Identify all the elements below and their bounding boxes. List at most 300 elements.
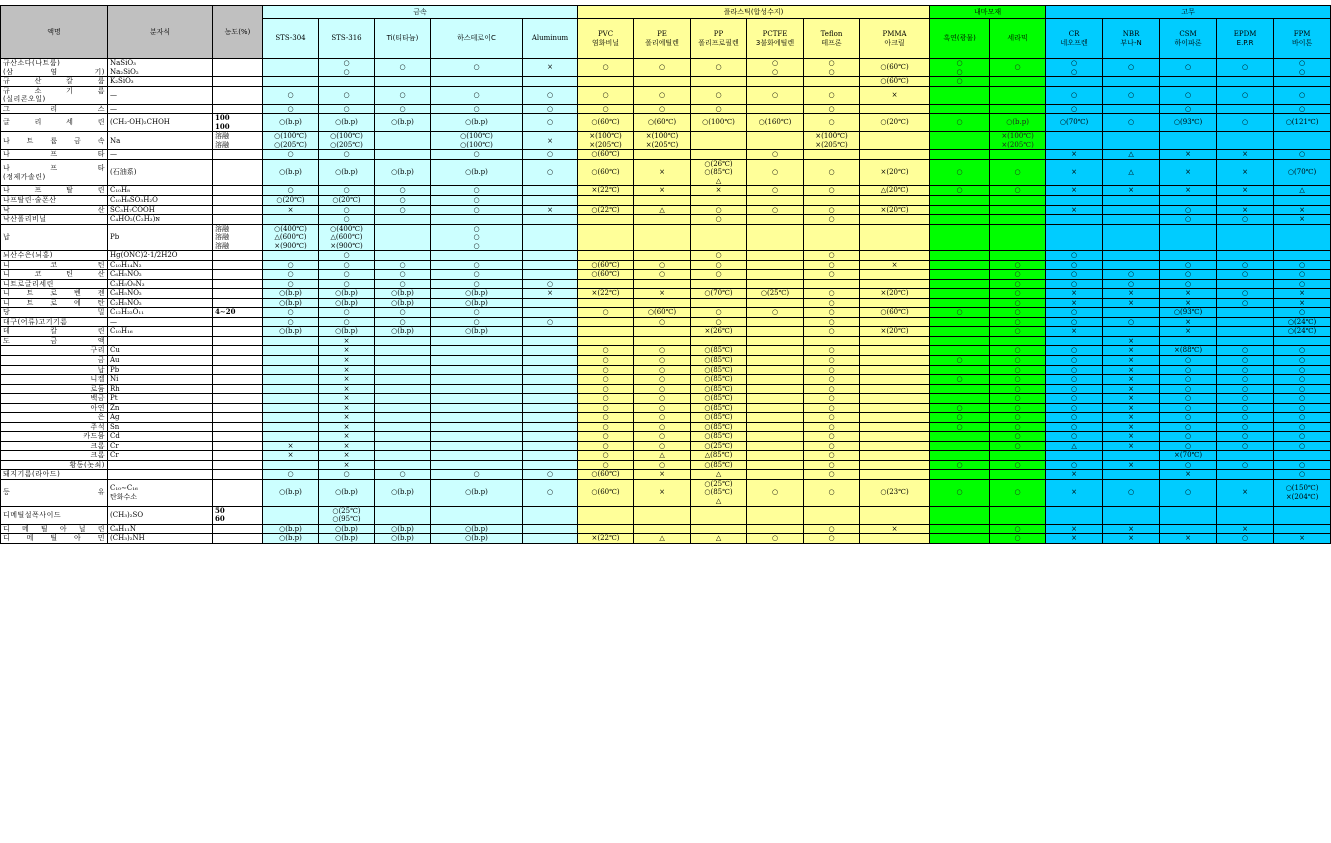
cell-line: × (1185, 327, 1192, 336)
resistance-cell (634, 524, 691, 534)
resistance-cell (860, 534, 930, 544)
resistance-cell (523, 289, 578, 299)
cell-line: ○(150℃) (1285, 484, 1319, 493)
cell-line: 도 금 액 (3, 336, 105, 345)
resistance-cell (1103, 365, 1160, 375)
cell-line: △ (1299, 186, 1305, 195)
cell-line: ○ (1014, 186, 1021, 195)
cell-line: ○ (828, 104, 835, 113)
resistance-cell (804, 422, 860, 432)
cell-line: ○ (1185, 205, 1192, 214)
liquid-name (1, 59, 108, 77)
table-row (1, 336, 1331, 346)
resistance-cell (634, 460, 691, 470)
cell-line: 溶融 (215, 241, 229, 250)
resistance-cell (1046, 394, 1103, 404)
resistance-cell (1274, 317, 1331, 327)
cell-line: ○ (602, 441, 609, 450)
resistance-cell (747, 384, 804, 394)
cell-line: △ (1071, 441, 1077, 450)
cell-line: ○ (1014, 460, 1021, 469)
liquid-name (1, 336, 108, 346)
resistance-cell (523, 308, 578, 318)
cell-line: ○(b.p) (279, 488, 302, 497)
cell-line: × (343, 403, 350, 412)
resistance-cell (1217, 384, 1274, 394)
cell-line: ×(26℃) (704, 327, 733, 336)
resistance-cell (319, 317, 375, 327)
resistance-cell (747, 205, 804, 215)
cell-line: SC₃H₇COOH (110, 205, 155, 214)
resistance-cell (930, 224, 990, 251)
resistance-cell (804, 479, 860, 506)
molecular-formula (108, 394, 213, 404)
liquid-name (1, 384, 108, 394)
cell-line: ○ (1128, 279, 1135, 288)
cell-line: ○(b.p) (391, 488, 414, 497)
cell-line: 카드뮴 (83, 432, 105, 441)
cell-line: 나 프 타 (3, 164, 105, 173)
cell-line: ○ (1242, 90, 1249, 99)
resistance-cell (578, 59, 634, 77)
resistance-cell (375, 460, 431, 470)
resistance-cell (1160, 104, 1217, 114)
liquid-name (1, 195, 108, 205)
resistance-cell (930, 403, 990, 413)
cell-line: ○(b.p) (391, 289, 414, 298)
cell-line: 돼지기름(라아드) (3, 470, 61, 479)
resistance-cell (319, 150, 375, 160)
resistance-cell (1046, 422, 1103, 432)
cell-line: ○ (1242, 394, 1249, 403)
resistance-cell (930, 422, 990, 432)
cell-line: ○ (1185, 441, 1192, 450)
resistance-cell (930, 460, 990, 470)
resistance-cell (1274, 470, 1331, 480)
column-header-label: CSM (1179, 29, 1197, 38)
table-row (1, 384, 1331, 394)
resistance-cell (804, 205, 860, 215)
resistance-cell (691, 195, 747, 205)
resistance-cell (1217, 356, 1274, 366)
column-header (747, 19, 804, 59)
resistance-cell (691, 432, 747, 442)
resistance-cell (1046, 479, 1103, 506)
cell-line: ○ (1014, 375, 1021, 384)
table-row (1, 86, 1331, 104)
cell-line: ○(24℃) (1287, 327, 1317, 336)
resistance-cell (1160, 506, 1217, 524)
resistance-cell (1160, 336, 1217, 346)
resistance-cell (930, 205, 990, 215)
table-row (1, 413, 1331, 423)
resistance-cell (804, 451, 860, 461)
resistance-cell (578, 159, 634, 186)
cell-line: ○ (399, 270, 406, 279)
cell-line: × (547, 205, 553, 214)
resistance-cell (804, 289, 860, 299)
resistance-cell (523, 422, 578, 432)
column-header-label: FPM (1293, 29, 1311, 38)
concentration (213, 308, 263, 318)
resistance-cell (263, 534, 319, 544)
table-row (1, 298, 1331, 308)
cell-line: ○ (1185, 413, 1192, 422)
cell-line: ○(205℃) (330, 140, 363, 149)
resistance-cell (634, 114, 691, 132)
liquid-name (1, 150, 108, 160)
table-row (1, 260, 1331, 270)
cell-line: ○ (546, 104, 554, 113)
resistance-cell (578, 114, 634, 132)
group-rubber: 고무 (1046, 6, 1331, 19)
resistance-cell (1046, 432, 1103, 442)
resistance-cell (747, 441, 804, 451)
resistance-cell (804, 150, 860, 160)
resistance-cell (375, 394, 431, 404)
resistance-cell (804, 346, 860, 356)
column-header (990, 19, 1046, 59)
concentration (213, 86, 263, 104)
resistance-cell (375, 403, 431, 413)
resistance-cell (1274, 403, 1331, 413)
cell-line: ○ (602, 413, 609, 422)
liquid-name (1, 460, 108, 470)
cell-line: 니 코 틴 (3, 260, 105, 269)
cell-line: ○ (1299, 67, 1306, 76)
table-row (1, 270, 1331, 280)
cell-line: ○(25℃) (332, 506, 361, 515)
cell-line: × (1128, 432, 1135, 441)
resistance-cell (930, 451, 990, 461)
cell-line: ○ (956, 168, 963, 177)
cell-line: ○ (1299, 365, 1306, 374)
resistance-cell (1103, 86, 1160, 104)
liquid-name (1, 186, 108, 196)
cell-line: ×(100℃) (815, 132, 848, 141)
resistance-cell (1103, 327, 1160, 337)
cell-line: ○ (828, 308, 835, 317)
cell-line: Hg(ONC)2·1/2H2O (110, 251, 178, 260)
cell-line: ○ (399, 308, 406, 317)
resistance-cell (1160, 470, 1217, 480)
resistance-cell (319, 524, 375, 534)
cell-line: 溶融 (215, 140, 229, 149)
cell-line: NaSiO₃ (110, 59, 136, 67)
resistance-cell (319, 298, 375, 308)
resistance-cell (860, 86, 930, 104)
cell-line: ○ (828, 422, 835, 431)
resistance-cell (431, 403, 523, 413)
resistance-cell (1103, 59, 1160, 77)
resistance-cell (634, 413, 691, 423)
resistance-cell (319, 432, 375, 442)
resistance-cell (431, 298, 523, 308)
cell-line: ○ (399, 470, 406, 479)
resistance-cell (804, 413, 860, 423)
cell-line: ○ (1242, 460, 1249, 469)
resistance-cell (634, 308, 691, 318)
liquid-name (1, 251, 108, 261)
cell-line: ○(20℃) (332, 195, 361, 204)
resistance-cell (263, 413, 319, 423)
resistance-cell (431, 59, 523, 77)
resistance-cell (990, 451, 1046, 461)
cell-line: ○ (1299, 270, 1306, 279)
concentration (213, 346, 263, 356)
cell-line: ×(20℃) (880, 327, 909, 336)
cell-line: △(600℃) (330, 233, 363, 242)
concentration (213, 317, 263, 327)
cell-line: ○ (828, 375, 835, 384)
resistance-cell (804, 224, 860, 251)
cell-line: (삼 염 기) (3, 67, 105, 76)
cell-line: ○ (1242, 289, 1249, 298)
resistance-cell (431, 422, 523, 432)
resistance-cell (860, 375, 930, 385)
cell-line: ○ (399, 205, 406, 214)
resistance-cell (990, 524, 1046, 534)
cell-line: ○(100℃) (460, 132, 493, 141)
resistance-cell (804, 298, 860, 308)
resistance-cell (263, 205, 319, 215)
resistance-cell (319, 104, 375, 114)
cell-line: ○(b.p) (335, 488, 358, 497)
cell-line: ○ (1071, 394, 1078, 403)
resistance-cell (1217, 441, 1274, 451)
resistance-cell (634, 260, 691, 270)
cell-line: ×(204℃) (1285, 492, 1319, 501)
cell-line: ○ (1014, 524, 1021, 533)
cell-line: ○ (715, 104, 722, 113)
cell-line: ○ (658, 104, 666, 113)
cell-line: ○ (546, 118, 554, 127)
cell-line: ○ (473, 470, 480, 479)
cell-line: ×(100℃) (589, 132, 622, 141)
liquid-name (1, 279, 108, 289)
resistance-cell (1046, 270, 1103, 280)
resistance-cell (634, 346, 691, 356)
resistance-cell (747, 195, 804, 205)
liquid-name (1, 524, 108, 534)
resistance-cell (691, 441, 747, 451)
cell-line: ○ (1242, 422, 1249, 431)
resistance-cell (804, 270, 860, 280)
cell-line: ○(100℃) (330, 132, 363, 141)
cell-line: ○ (1128, 488, 1135, 497)
resistance-cell (747, 59, 804, 77)
resistance-cell (375, 451, 431, 461)
cell-line: ○ (771, 186, 779, 195)
cell-line: ○ (473, 260, 480, 269)
cell-line: ○ (1299, 394, 1306, 403)
resistance-cell (1217, 114, 1274, 132)
resistance-cell (1160, 394, 1217, 404)
table-row (1, 308, 1331, 318)
cell-line: ○ (1185, 422, 1192, 431)
resistance-cell (431, 524, 523, 534)
cell-line: ○ (828, 67, 835, 76)
cell-line: ○(b.p) (335, 118, 358, 127)
resistance-cell (1217, 279, 1274, 289)
resistance-cell (1274, 104, 1331, 114)
resistance-cell (1217, 413, 1274, 423)
resistance-cell (1046, 356, 1103, 366)
resistance-cell (860, 451, 930, 461)
cell-line: ○(121℃) (1285, 118, 1319, 127)
cell-line: ○ (1071, 67, 1078, 76)
column-header-label: EPDM (1233, 29, 1257, 38)
cell-line: × (1071, 205, 1078, 214)
cell-line: 대구(어류)고기기름 (3, 317, 68, 326)
cell-line: ○ (343, 260, 350, 269)
resistance-cell (375, 422, 431, 432)
cell-line: ○ (343, 104, 350, 113)
liquid-name (1, 308, 108, 318)
resistance-cell (860, 270, 930, 280)
table-row (1, 470, 1331, 480)
cell-line: ○(b.p) (279, 534, 302, 543)
liquid-name (1, 534, 108, 544)
cell-line: ○ (287, 270, 294, 279)
resistance-cell (375, 186, 431, 196)
resistance-cell (634, 215, 691, 225)
liquid-name (1, 327, 108, 337)
resistance-cell (263, 432, 319, 442)
resistance-cell (747, 260, 804, 270)
resistance-cell (930, 470, 990, 480)
resistance-cell (1046, 375, 1103, 385)
molecular-formula (108, 384, 213, 394)
resistance-cell (1046, 150, 1103, 160)
resistance-cell (634, 77, 691, 87)
resistance-cell (375, 441, 431, 451)
column-header-label: NBR (1122, 29, 1140, 38)
concentration (213, 270, 263, 280)
cell-line: × (343, 375, 350, 384)
cell-line: ○ (771, 534, 779, 543)
resistance-cell (431, 460, 523, 470)
resistance-cell (930, 534, 990, 544)
resistance-cell (747, 413, 804, 423)
resistance-cell (375, 317, 431, 327)
resistance-cell (860, 327, 930, 337)
resistance-cell (263, 260, 319, 270)
liquid-name (1, 298, 108, 308)
resistance-cell (990, 365, 1046, 375)
cell-line: × (1071, 298, 1078, 307)
cell-line: × (1242, 205, 1249, 214)
resistance-cell (691, 260, 747, 270)
molecular-formula (108, 317, 213, 327)
resistance-cell (691, 534, 747, 544)
resistance-cell (523, 403, 578, 413)
resistance-cell (860, 441, 930, 451)
resistance-cell (747, 432, 804, 442)
molecular-formula (108, 470, 213, 480)
cell-line: ○ (1185, 375, 1192, 384)
resistance-cell (578, 375, 634, 385)
resistance-cell (930, 59, 990, 77)
resistance-cell (431, 479, 523, 506)
resistance-cell (319, 279, 375, 289)
resistance-cell (578, 251, 634, 261)
resistance-cell (634, 59, 691, 77)
resistance-cell (263, 159, 319, 186)
resistance-cell (634, 270, 691, 280)
resistance-cell (990, 413, 1046, 423)
cell-line: ○ (828, 365, 835, 374)
resistance-cell (930, 159, 990, 186)
resistance-cell (431, 132, 523, 150)
resistance-cell (319, 132, 375, 150)
concentration (213, 422, 263, 432)
resistance-cell (747, 159, 804, 186)
cell-line: ○(b.p) (465, 488, 488, 497)
resistance-cell (263, 224, 319, 251)
cell-line: × (1185, 470, 1192, 479)
resistance-cell (1160, 150, 1217, 160)
liquid-name (1, 432, 108, 442)
resistance-cell (263, 403, 319, 413)
cell-line: ×(88℃) (1174, 346, 1203, 355)
table-row (1, 422, 1331, 432)
resistance-cell (691, 224, 747, 251)
resistance-cell (691, 251, 747, 261)
resistance-cell (990, 205, 1046, 215)
resistance-cell (1274, 150, 1331, 160)
cell-line: ○(60℃) (880, 77, 909, 86)
resistance-cell (523, 470, 578, 480)
cell-line: ○ (343, 205, 350, 214)
resistance-cell (990, 132, 1046, 150)
resistance-cell (930, 479, 990, 506)
cell-line: ○ (602, 384, 609, 393)
resistance-cell (634, 251, 691, 261)
column-header (930, 19, 990, 59)
cell-line: △ (1128, 150, 1134, 159)
resistance-cell (990, 270, 1046, 280)
cell-line: × (343, 441, 350, 450)
resistance-cell (804, 375, 860, 385)
cell-line: ○ (1071, 260, 1078, 269)
resistance-cell (804, 195, 860, 205)
resistance-cell (578, 205, 634, 215)
resistance-cell (375, 150, 431, 160)
resistance-cell (1274, 441, 1331, 451)
cell-line: × (1128, 534, 1135, 543)
resistance-cell (523, 336, 578, 346)
cell-line: △(85℃) (704, 451, 733, 460)
resistance-cell (375, 104, 431, 114)
cell-line: × (343, 336, 350, 345)
cell-line: × (343, 384, 350, 393)
cell-line: ○ (287, 308, 294, 317)
resistance-cell (263, 279, 319, 289)
cell-line: △ (1128, 168, 1134, 177)
cell-line: ○(85℃) (704, 422, 733, 431)
resistance-cell (578, 441, 634, 451)
cell-line: △ (659, 534, 665, 543)
resistance-cell (990, 224, 1046, 251)
column-header (691, 19, 747, 59)
cell-line: ○(85℃) (704, 394, 733, 403)
cell-line: 100 (215, 113, 230, 123)
resistance-cell (431, 356, 523, 366)
cell-line: ○ (399, 195, 406, 204)
liquid-name (1, 422, 108, 432)
cell-line: ○ (1014, 260, 1021, 269)
